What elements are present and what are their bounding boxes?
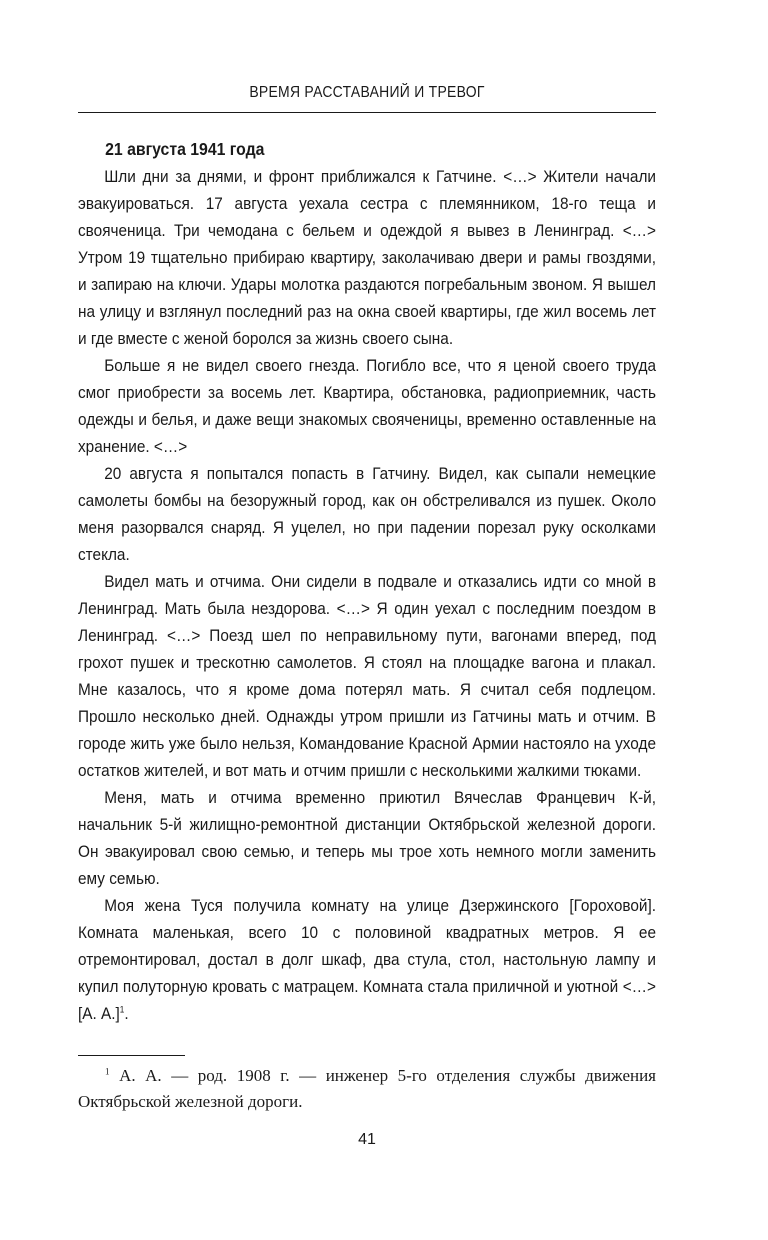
main-text bbox=[78, 136, 656, 1027]
entry-date-heading: 21 августа 1941 года bbox=[105, 139, 265, 159]
footnote-reference: 1 bbox=[119, 1004, 125, 1015]
paragraph: Шли дни за днями, и фронт приближался к Гатчине. <…> Жители начали эвакуироваться. 17 августа уехала сестра с племянником, 18-го теща и свояченица. Три чемодана с бельем и одеждой я вывез в Ленинград. <…> Утром 19 тщательно прибираю квартиру, заколачиваю двери и рамы гвоздями, и запираю на ключи. Удары молотка раздаются погребальным звоном. Я вышел на улицу и взглянул последний раз на окна своей квартиры, где жил восемь лет и где вместе с женой боролся за жизнь своего сына. bbox=[78, 167, 656, 348]
running-head: ВРЕМЯ РАССТАВАНИЙ И ТРЕВОГ bbox=[249, 84, 485, 101]
paragraph: Меня, мать и отчима временно приютил Вячеслав Францевич К-й, начальник 5-й жилищно-ремонтной дистанции Октябрьской железной дороги. Он эвакуировал свою семью, и теперь мы трое хоть немного могли заменить ему семью. bbox=[78, 788, 656, 888]
footnote-marker: 1 bbox=[105, 1066, 110, 1077]
paragraph: Видел мать и отчима. Они сидели в подвале и отказались идти со мной в Ленинград. Мать была нездорова. <…> Я один уехал с последним поездом в Ленинград. <…> Поезд шел по неправильному пути, вагонами вперед, под грохот пушек и трескотню самолетов. Я стоял на площадке вагона и плакал. Мне казалось, что я кроме дома потерял мать. Я считал себя подлецом. Прошло несколько дней. Однажды утром пришли из Гатчины мать и отчим. В городе жить уже было нельзя, Командование Красной Армии настояло на уходе остатков жителей, и вот мать и отчим пришли с несколькими жалкими тюками. bbox=[78, 572, 656, 780]
footnote-rule bbox=[78, 1055, 185, 1056]
footnote bbox=[78, 1063, 656, 1115]
header-rule bbox=[78, 112, 656, 113]
paragraph: 20 августа я попытался попасть в Гатчину. Видел, как сыпали немецкие самолеты бомбы на безоружный город, как он обстреливался из пушек. Около меня разорвался снаряд. Я уцелел, но при падении порезал руку осколками стекла. bbox=[78, 464, 656, 564]
footnote-text: А. А. — род. 1908 г. — инженер 5-го отделения службы движения Октябрьской железной дороги. bbox=[78, 1066, 657, 1111]
paragraph-text: Моя жена Туся получила комнату на улице Дзержинского [Гороховой]. Комната маленькая, всего 10 с половиной квадратных метров. Я ее отремонтировал, достал в долг шкаф, два стула, стол, настольную лампу и купил полуторную кровать с матрацем. Комната стала приличной и уютной <…> [А. А.] bbox=[78, 896, 656, 1023]
page-number: 41 bbox=[358, 1131, 376, 1148]
paragraph: Больше я не видел своего гнезда. Погибло все, что я ценой своего труда смог приобрести за восемь лет. Квартира, обстановка, радиоприемник, часть одежды и белья, и даже вещи знакомых свояченицы, временно оставленные на хранение. <…> bbox=[78, 356, 656, 456]
paragraph-last: Моя жена Туся получила комнату на улице Дзержинского [Гороховой]. Комната маленькая, всего 10 с половиной квадратных метров. Я ее отремонтировал, достал в долг шкаф, два стула, стол, настольную лампу и купил полуторную кровать с матрацем. Комната стала приличной и уютной <…> [А. А.]$^1$. bbox=[78, 896, 656, 1023]
